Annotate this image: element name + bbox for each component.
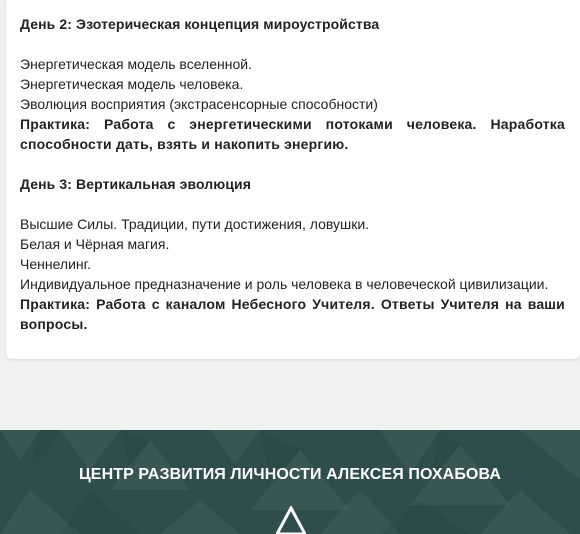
day-3-practice: Практика: Работа с каналом Небесного Учителя. Ответы Учителя на ваши вопросы. [20,296,565,332]
footer-title: ЦЕНТР РАЗВИТИЯ ЛИЧНОСТИ АЛЕКСЕЯ ПОХАБОВА [79,466,501,483]
day-2-line: Энергетическая модель человека. [20,76,244,92]
triangle-logo-icon [276,506,306,534]
day-2-section [20,14,565,154]
day-2-line: Эволюция восприятия (экстрасенсорные способности) [20,96,378,112]
day-2-line: Энергетическая модель вселенной. [20,56,252,72]
day-3-section [20,174,565,334]
day-3-heading: День 3: Вертикальная эволюция [20,176,252,192]
program-content-card [6,0,580,359]
day-3-line: Высшие Силы. Традиции, пути достижения, ловушки. [20,216,370,232]
site-footer [0,430,580,534]
day-3-line: Ченнелинг. [20,256,91,272]
day-3-line: Индивидуальное предназначение и роль человека в человеческой цивилизации. [20,276,549,292]
day-2-practice: Практика: Работа с энергетическими потоками человека. Наработка способности дать, взять и накопить энергию. [20,116,565,152]
day-2-heading: День 2: Эзотерическая концепция мироустройства [20,16,380,32]
day-3-line: Белая и Чёрная магия. [20,236,170,252]
